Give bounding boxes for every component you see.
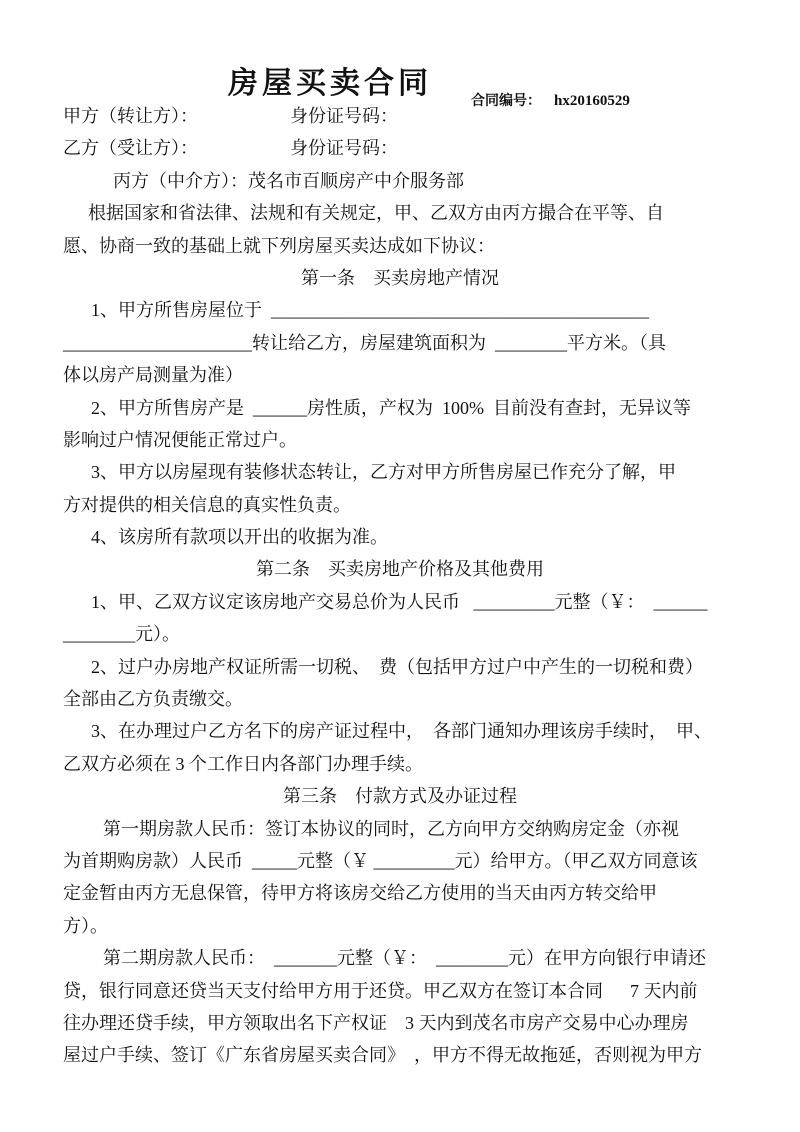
contract-line: 愿、协商一致的基础上就下列房屋买卖达成如下协议： [63, 235, 495, 256]
party-line [63, 132, 737, 164]
document-header [0, 58, 800, 109]
contract-line: 方）。 [63, 915, 108, 936]
section-heading: 第二条 买卖房地产价格及其他费用 [256, 559, 544, 580]
contract-line: _____________________转让给乙方，房屋建筑面积为 ________平方米。（具 [63, 332, 666, 353]
contract-line: 屋过户手续、签订《广东省房屋买卖合同》 ，甲方不得无故拖延，否则视为甲方 [63, 1045, 702, 1066]
contract-line: ________元）。 [63, 624, 180, 645]
contract-line: 往办理还贷手续，甲方领取出名下产权证 3 天内到茂名市房产交易中心办理房 [63, 1012, 689, 1033]
contract-line: 为首期购房款）人民币 _____元整（￥ _________元）给甲方。（甲乙双方同意该 [63, 850, 698, 871]
contract-line: 贷，银行同意还贷当天支付给甲方用于还贷。甲乙双方在签订本合同 7 天内前 [63, 980, 698, 1001]
contract-number-label: 合同编号： [471, 94, 541, 109]
contract-line: 定金暂由丙方无息保管，待甲方将该房交给乙方使用的当天由丙方转交给甲 [63, 883, 657, 904]
contract-line: 2、甲方所售房产是 ______房性质，产权为 100% 目前没有查封，无异议等 [91, 397, 691, 418]
contract-number-value: hx20160529 [554, 93, 630, 109]
party-label: 乙方（受让方）： [63, 138, 198, 159]
contract-line: 体以房产局测量为准） [63, 365, 243, 386]
contract-line: 方对提供的相关信息的真实性负责。 [63, 494, 351, 515]
contract-line: 3、甲方以房屋现有装修状态转让，乙方对甲方所售房屋已作充分了解，甲 [91, 462, 676, 483]
document-lines [63, 100, 737, 1072]
id-number-label: 身份证号码： [290, 106, 398, 126]
contract-line: 根据国家和省法律、法规和有关规定，甲、乙双方由丙方撮合在平等、自 [88, 203, 664, 224]
section-heading: 第一条 买卖房地产情况 [301, 267, 499, 288]
id-number-label: 身份证号码： [290, 138, 398, 159]
contract-line: 4、该房所有款项以开出的收据为准。 [91, 527, 388, 548]
contract-line: 1、甲、乙双方议定该房地产交易总价为人民币 _________元整（￥： ______ [91, 591, 708, 612]
contract-line: 第二期房款人民币： _______元整（￥： ________元）在甲方向银行申请还 [103, 948, 706, 969]
contract-line: 全部由乙方负责缴交。 [63, 689, 243, 710]
section-heading: 第三条 付款方式及办证过程 [283, 786, 517, 807]
contract-line: 第一期房款人民币：签订本协议的同时，乙方向甲方交纳购房定金（亦视 [103, 818, 679, 839]
party-label: 甲方（转让方）： [63, 106, 198, 126]
contract-line: 3、在办理过户乙方名下的房产证过程中， 各部门通知办理该房手续时， 甲、 [91, 721, 712, 742]
contract-line: 2、过户办房地产权证所需一切税、 费（包括甲方过户中产生的一切税和费） [91, 656, 703, 677]
party-line [63, 100, 737, 132]
contract-line: 丙方（中介方）：茂名市百顺房产中介服务部 [113, 170, 464, 191]
contract-line: 1、甲方所售房屋位于 __________________________________________ [91, 300, 649, 321]
contract-line: 乙双方必须在 3 个工作日内各部门办理手续。 [63, 753, 423, 774]
document-title: 房屋买卖合同 [228, 67, 432, 100]
contract-line: 影响过户情况便能正常过户。 [63, 429, 297, 450]
